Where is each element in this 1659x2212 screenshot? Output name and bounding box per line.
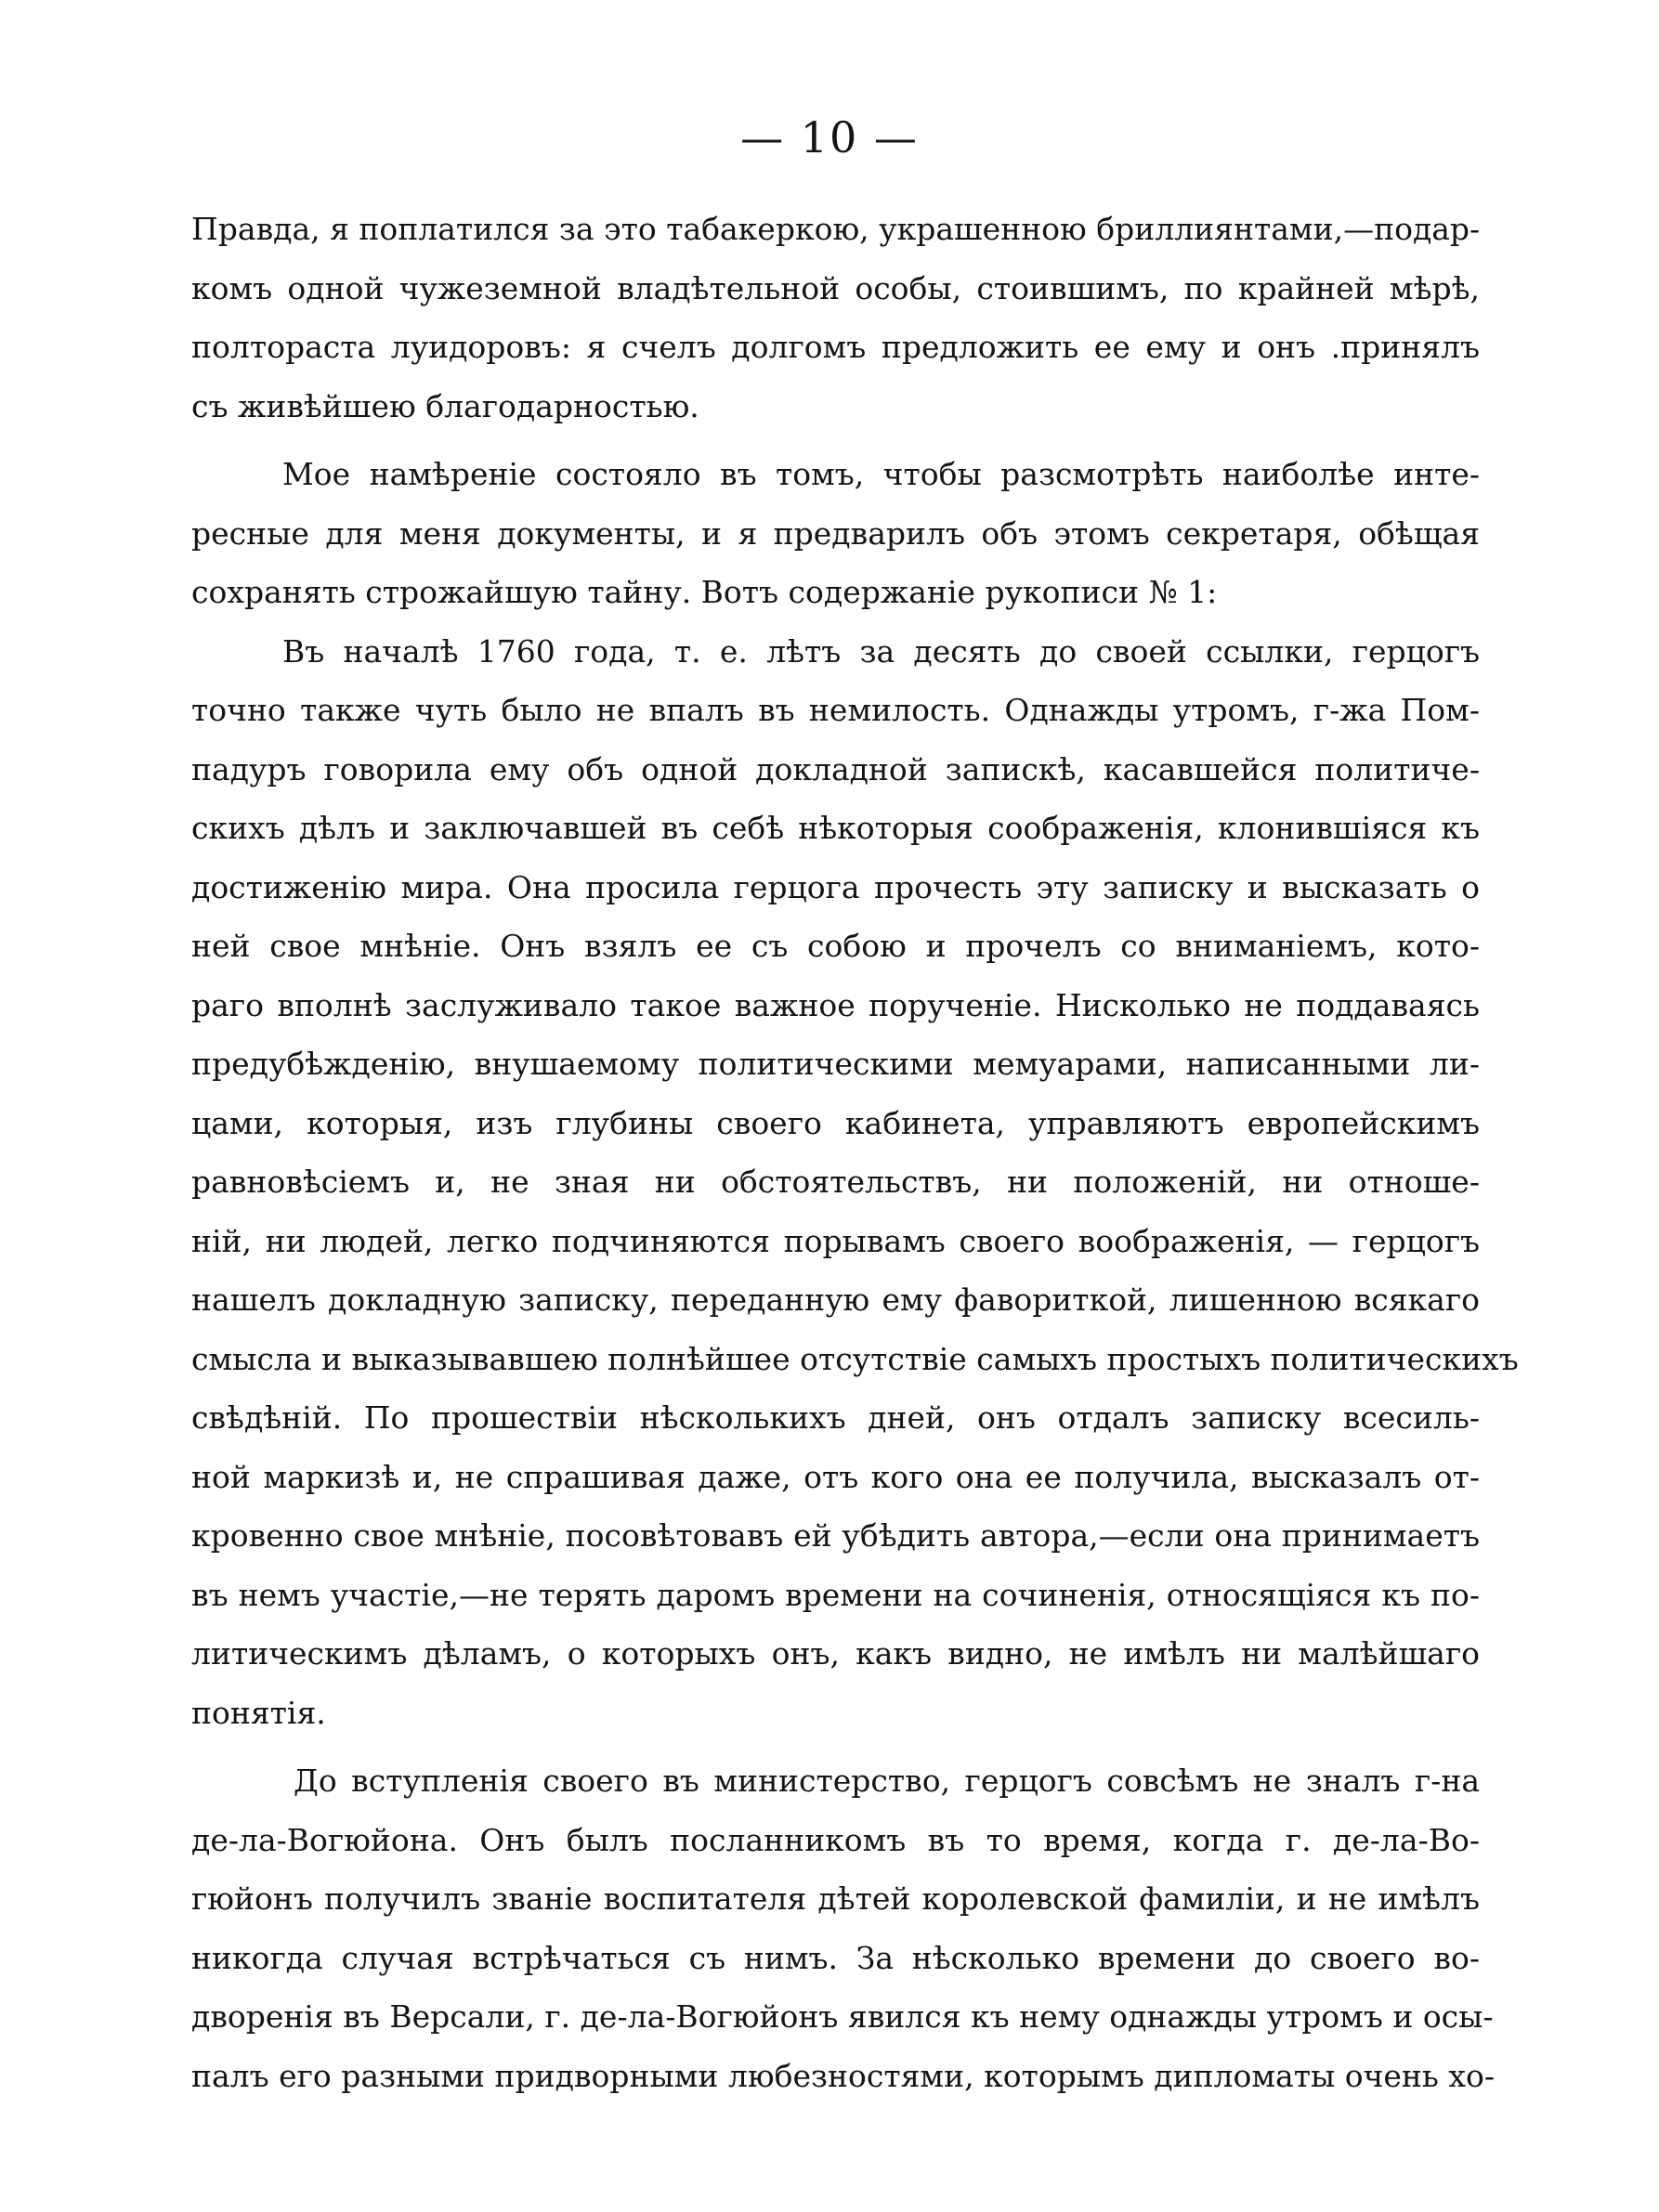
body-text bbox=[191, 200, 1519, 2105]
paragraph bbox=[191, 622, 1519, 1743]
text-line: предубѣжденію, внушаемому политическими мемуарами, написанными ли- bbox=[191, 1046, 1480, 1082]
text-line: смысла и выказывавшею полнѣйшее отсутствіе самыхъ простыхъ политическихъ bbox=[191, 1340, 1519, 1377]
text-line: падуръ говорила ему объ одной докладной запискѣ, касавшейся политиче- bbox=[191, 750, 1480, 787]
text-line: скихъ дѣлъ и заключавшей въ себѣ нѣкоторыя соображенія, клонившіяся къ bbox=[191, 810, 1480, 846]
text-line: литическимъ дѣламъ, о которыхъ онъ, какъ видно, не имѣлъ ни малѣйшаго bbox=[191, 1635, 1480, 1672]
text-line: цами, которыя, изъ глубины своего кабинета, управляютъ европейскимъ bbox=[191, 1104, 1480, 1141]
text-line: Мое намѣреніе состояло въ томъ, чтобы разсмотрѣть наиболѣе инте- bbox=[282, 456, 1480, 492]
paragraph bbox=[191, 1751, 1496, 2105]
text-line: До вступленія своего въ министерство, герцогъ совсѣмъ не зналъ г-на bbox=[294, 1763, 1480, 1799]
text-line: никогда случая встрѣчаться съ нимъ. За нѣсколько времени до своего во- bbox=[191, 1939, 1480, 1976]
text-line: ной маркизѣ и, не спрашивая даже, отъ кого она ее получила, высказалъ от- bbox=[191, 1458, 1480, 1495]
text-line: двоpенія въ Версали, г. де-ла-Вогюйонъ явился къ нему однажды утромъ и осы- bbox=[191, 1998, 1494, 2035]
text-line: Правда, я поплатился за это табакеркою, украшенною бриллиянтами,—подар- bbox=[191, 211, 1481, 247]
text-line: палъ его разными придворными любезностями, которымъ дипломаты очень хо- bbox=[191, 2057, 1496, 2094]
paragraph bbox=[191, 445, 1480, 622]
text-line: понятія. bbox=[191, 1694, 326, 1731]
text-line: достиженію мира. Она просила герцога прочесть эту записку и высказать о bbox=[191, 868, 1480, 905]
text-line: гюйонъ получилъ званіе воспитателя дѣтей королевской фамиліи, и не имѣлъ bbox=[191, 1880, 1480, 1917]
text-line: ней свое мнѣніе. Онъ взялъ ее съ собою и прочелъ со вниманіемъ, кото- bbox=[191, 928, 1480, 964]
text-line: раго вполнѣ заслуживало такое важное порученіе. Нисколько не поддаваясь bbox=[191, 986, 1480, 1023]
text-line: свѣдѣній. По прошествіи нѣсколькихъ дней, онъ отдалъ записку всесиль- bbox=[191, 1399, 1480, 1436]
text-line: комъ одной чужеземной владѣтельной особы, стоившимъ, по крайней мѣрѣ, bbox=[191, 269, 1480, 306]
text-line: съ живѣйшею благодарностью. bbox=[191, 387, 699, 424]
text-line: равновѣсіемъ и, не зная ни обстоятельствъ, ни положеній, ни отноше- bbox=[191, 1164, 1480, 1200]
text-line: кровенно свое мнѣніе, посовѣтовавъ ей убѣдить автора,—если она принимаетъ bbox=[191, 1517, 1480, 1554]
text-line: сохранять строжайшую тайну. Вотъ содержаніе рукописи № 1: bbox=[191, 574, 1218, 610]
text-line: Въ началѣ 1760 года, т. е. лѣтъ за десять до своей ссылки, герцогъ bbox=[282, 632, 1480, 670]
text-line: въ немъ участіе,—не терять даромъ времени на сочиненія, относящіяся къ по- bbox=[191, 1576, 1480, 1613]
text-line: полтораста луидоровъ: я счелъ долгомъ предложить ее ему и онъ .принялъ bbox=[191, 329, 1480, 365]
paragraph bbox=[191, 200, 1480, 436]
text-line: точно также чуть было не впалъ въ немилость. Однажды утромъ, г-жа Пом- bbox=[191, 692, 1480, 728]
text-line: де-ла-Вогюйона. Онъ былъ посланникомъ въ то время, когда г. де-ла-Во- bbox=[191, 1821, 1480, 1858]
text-line: ній, ни людей, легко подчиняются порывамъ своего воображенія, — герцогъ bbox=[191, 1222, 1480, 1259]
text-line: нашелъ докладную записку, переданную ему фавориткой, лишенною всякаго bbox=[191, 1282, 1480, 1318]
page-number: — 10 — bbox=[740, 112, 919, 163]
text-line: ресные для меня документы, и я предварилъ объ этомъ секретаря, обѣщая bbox=[191, 514, 1480, 552]
